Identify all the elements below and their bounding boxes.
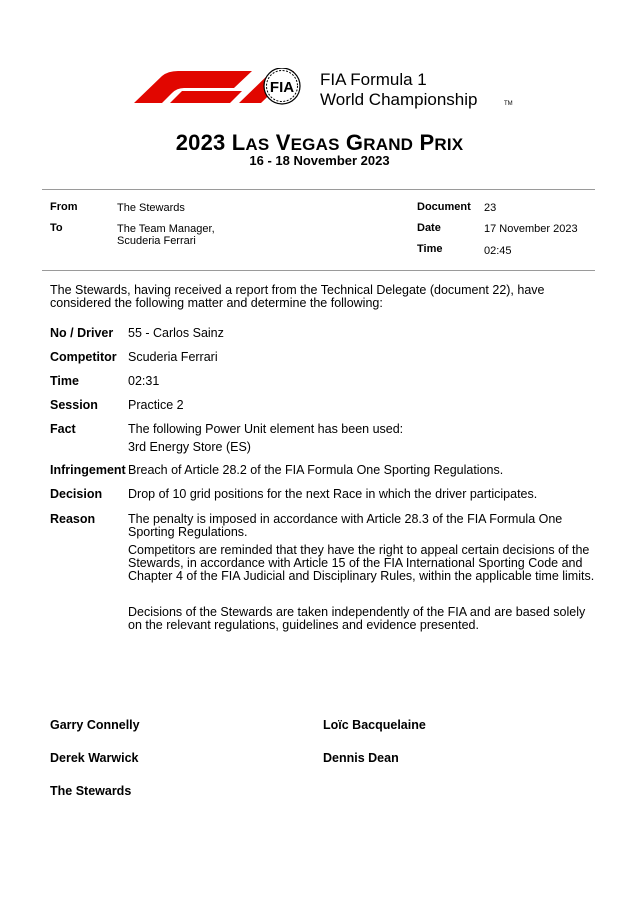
competitor-value: Scuderia Ferrari bbox=[128, 350, 218, 364]
svg-text:FIA: FIA bbox=[269, 79, 295, 96]
to-value-line2: Scuderia Ferrari bbox=[117, 235, 196, 247]
incident-time-label: Time bbox=[50, 374, 79, 388]
reason-line-1: The penalty is imposed in accordance with Article 28.3 of the FIA Formula One bbox=[128, 512, 563, 526]
steward-signature-1: Garry Connelly bbox=[50, 718, 140, 732]
incident-time-value: 02:31 bbox=[128, 374, 160, 388]
from-value: The Stewards bbox=[117, 202, 185, 214]
appeal-line-3: Chapter 4 of the FIA Judicial and Disciplinary Rules, within the applicable time limits. bbox=[128, 569, 595, 583]
event-dates: 16 - 18 November 2023 bbox=[249, 153, 390, 168]
logo-line-2: World Championship bbox=[320, 90, 478, 109]
appeal-line-1: Competitors are reminded that they have the right to appeal certain decisions of the bbox=[128, 543, 590, 557]
competitor-label: Competitor bbox=[50, 350, 117, 364]
to-label: To bbox=[50, 222, 63, 234]
page-title: 2023 LAS VEGAS GRAND PRIX bbox=[175, 130, 464, 155]
decision-value: Drop of 10 grid positions for the next Race in which the driver participates. bbox=[128, 487, 538, 501]
date-label: Date bbox=[417, 222, 441, 234]
intro-line-1: The Stewards, having received a report from the Technical Delegate (document 22), have bbox=[50, 283, 545, 297]
independence-line-2: on the relevant regulations, guidelines and evidence presented. bbox=[128, 618, 479, 632]
session-label: Session bbox=[50, 398, 98, 412]
infringement-label: Infringement bbox=[50, 463, 126, 477]
header-divider-top bbox=[42, 189, 595, 190]
fact-label: Fact bbox=[50, 422, 76, 436]
from-label: From bbox=[50, 201, 78, 213]
time-value: 02:45 bbox=[484, 245, 512, 257]
steward-signature-4: Dennis Dean bbox=[323, 751, 399, 765]
appeal-line-2: Stewards, in accordance with Article 15 of the FIA International Sporting Code and bbox=[128, 556, 583, 570]
fia-badge-icon bbox=[264, 68, 300, 104]
steward-signature-2: Loïc Bacquelaine bbox=[323, 718, 426, 732]
reason-label: Reason bbox=[50, 512, 96, 526]
fact-line-1: The following Power Unit element has been used: bbox=[128, 422, 404, 436]
document-value: 23 bbox=[484, 202, 497, 214]
document-label: Document bbox=[417, 201, 471, 213]
decision-label: Decision bbox=[50, 487, 103, 501]
driver-value: 55 - Carlos Sainz bbox=[128, 326, 224, 340]
time-label: Time bbox=[417, 243, 443, 255]
stewards-footer: The Stewards bbox=[50, 784, 132, 798]
infringement-value: Breach of Article 28.2 of the FIA Formula One Sporting Regulations. bbox=[128, 463, 504, 477]
session-value: Practice 2 bbox=[128, 398, 184, 412]
header-divider-bottom bbox=[42, 270, 595, 271]
date-value: 17 November 2023 bbox=[484, 223, 578, 235]
independence-line-1: Decisions of the Stewards are taken independently of the FIA and are based solely bbox=[128, 605, 586, 619]
logo-tm: TM bbox=[504, 101, 513, 107]
fact-line-2: 3rd Energy Store (ES) bbox=[128, 440, 251, 454]
f1-fia-logo bbox=[134, 68, 519, 112]
reason-line-2: Sporting Regulations. bbox=[128, 525, 248, 539]
driver-label: No / Driver bbox=[50, 326, 114, 340]
logo-line-1: FIA Formula 1 bbox=[320, 70, 427, 89]
to-value-line1: The Team Manager, bbox=[117, 223, 215, 235]
intro-line-2: considered the following matter and determine the following: bbox=[50, 296, 383, 310]
steward-signature-3: Derek Warwick bbox=[50, 751, 139, 765]
